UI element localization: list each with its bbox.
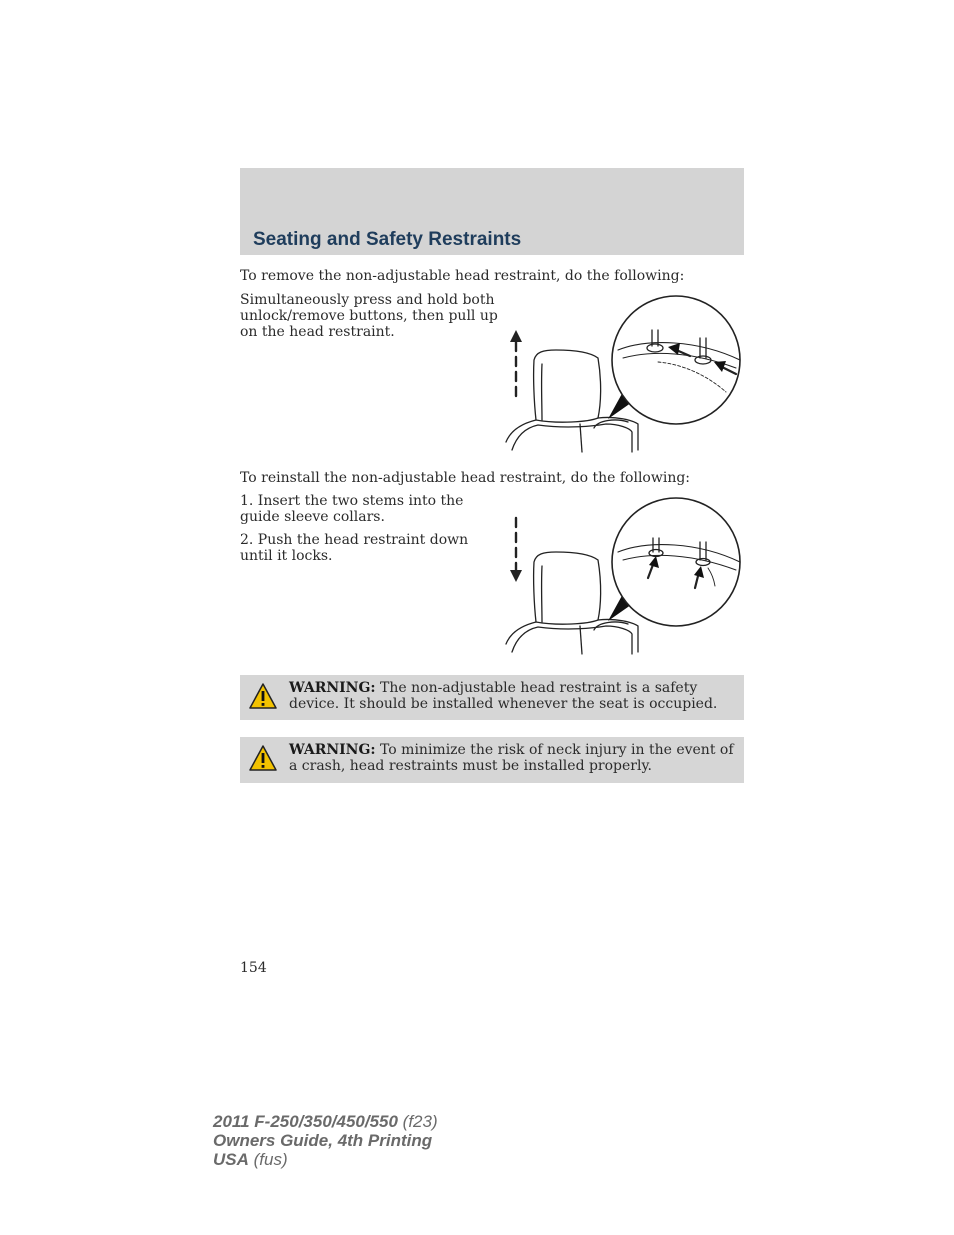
arrow-down-icon <box>510 518 522 582</box>
section-header-band <box>240 168 744 255</box>
warning-triangle-icon <box>248 744 278 772</box>
warning-body: To minimize the risk of neck injury in the event of a crash, head restraints must be installed properly. <box>289 742 734 774</box>
removal-step: Simultaneously press and hold both unlock/remove buttons, then pull up on the head restraint. <box>240 292 498 340</box>
footer-market: USA <box>213 1150 249 1169</box>
warning-triangle-icon <box>248 682 278 710</box>
footer-model-code: (f23) <box>397 1112 438 1131</box>
footer-market-code: (fus) <box>248 1150 288 1169</box>
reinstall-intro: To reinstall the non-adjustable head restraint, do the following: <box>240 470 691 486</box>
document-footer <box>213 1112 438 1169</box>
removal-intro: To remove the non-adjustable head restraint, do the following: <box>240 268 685 284</box>
reinstall-step-1: 1. Insert the two stems into the guide sleeve collars. <box>240 493 464 525</box>
reinstall-illustration <box>498 494 748 656</box>
reinstall-step-2: 2. Push the head restraint down until it locks. <box>240 532 469 564</box>
removal-illustration <box>498 292 748 454</box>
warning-text <box>289 742 737 774</box>
warning-body: The non-adjustable head restraint is a safety device. It should be installed whenever the seat is occupied. <box>289 680 718 712</box>
warning-label: WARNING: <box>289 680 376 696</box>
warning-label: WARNING: <box>289 742 376 758</box>
footer-model: 2011 F-250/350/450/550 <box>213 1112 398 1131</box>
warning-box <box>240 675 744 720</box>
page-number: 154 <box>240 960 267 976</box>
arrow-up-icon <box>510 330 522 396</box>
section-title: Seating and Safety Restraints <box>253 229 522 250</box>
footer-guide: Owners Guide, 4th Printing <box>213 1131 433 1150</box>
warning-box <box>240 737 744 783</box>
warning-text <box>289 680 737 712</box>
